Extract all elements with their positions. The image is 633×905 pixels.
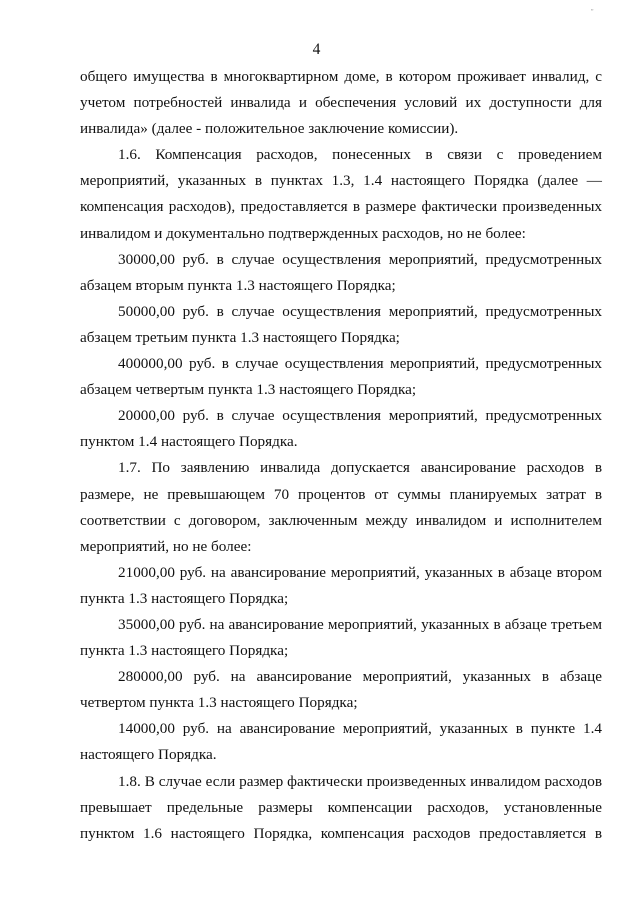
document-body (80, 64, 602, 847)
text-line: 1.6. Компенсация расходов, понесенных в связи с проведением (118, 146, 602, 164)
text-line: абзацем вторым пункта 1.3 настоящего Порядка; (80, 276, 396, 294)
paragraph-p0 (80, 64, 602, 142)
text-line: 50000,00 руб. в случае осуществления мероприятий, предусмотренных (118, 302, 602, 320)
text-line: настоящего Порядка. (80, 746, 217, 764)
paragraph-p8 (80, 612, 602, 664)
text-line: пунктом 1.4 настоящего Порядка. (80, 433, 298, 451)
text-line: 35000,00 руб. на авансирование мероприятий, указанных в абзаце третьем (118, 615, 602, 633)
text-line: мероприятий, указанных в пунктах 1.3, 1.4 настоящего Порядка (далее — (80, 172, 602, 190)
text-line: пунктом 1.6 настоящего Порядка, компенсация расходов предоставляется в (80, 824, 602, 842)
text-line: пункта 1.3 настоящего Порядка; (80, 589, 289, 607)
text-line: мероприятий, но не более: (80, 537, 252, 555)
paragraph-p11 (80, 769, 602, 847)
paragraph-p6 (80, 455, 602, 559)
paragraph-p7 (80, 560, 602, 612)
text-line: четвертом пункта 1.3 настоящего Порядка; (80, 694, 358, 712)
text-line: абзацем третьим пункта 1.3 настоящего Порядка; (80, 328, 400, 346)
text-line: инвалида» (далее - положительное заключение комиссии). (80, 120, 459, 138)
text-line: превышает предельные размеры компенсации расходов, установленные (80, 798, 602, 816)
text-line: 14000,00 руб. на авансирование мероприятий, указанных в пункте 1.4 (118, 720, 602, 738)
page-number: 4 (312, 41, 321, 58)
paragraph-p2 (80, 247, 602, 299)
text-line: 400000,00 руб. в случае осуществления мероприятий, предусмотренных (118, 355, 602, 373)
paragraph-p10 (80, 716, 602, 768)
text-line: 1.8. В случае если размер фактически произведенных инвалидом расходов (118, 772, 602, 790)
text-line: размере, не превышающем 70 процентов от суммы планируемых затрат в (80, 485, 602, 503)
text-line: 30000,00 руб. в случае осуществления мероприятий, предусмотренных (118, 250, 602, 268)
text-line: компенсация расходов), предоставляется в размере фактически произведенных (80, 198, 602, 216)
text-line: пункта 1.3 настоящего Порядка; (80, 642, 289, 660)
text-line: 21000,00 руб. на авансирование мероприятий, указанных в абзаце втором (118, 563, 602, 581)
paragraph-p9 (80, 664, 602, 716)
text-line: инвалидом и документально подтвержденных расходов, но не более: (80, 224, 526, 242)
text-line: 1.7. По заявлению инвалида допускается авансирование расходов в (118, 459, 602, 477)
paragraph-p3 (80, 299, 602, 351)
paragraph-p1 (80, 142, 602, 246)
text-line: соответствии с договором, заключенным между инвалидом и исполнителем (80, 511, 602, 529)
paragraph-p5 (80, 403, 602, 455)
text-line: учетом потребностей инвалида и обеспечения условий их доступности для (80, 94, 602, 112)
corner-mark: '' (591, 8, 594, 16)
text-line: 20000,00 руб. в случае осуществления мероприятий, предусмотренных (118, 407, 602, 425)
text-line: 280000,00 руб. на авансирование мероприятий, указанных в абзаце (118, 668, 602, 686)
text-line: общего имущества в многоквартирном доме, в котором проживает инвалид, с (80, 68, 602, 85)
paragraph-p4 (80, 351, 602, 403)
text-line: абзацем четвертым пункта 1.3 настоящего Порядка; (80, 381, 417, 399)
